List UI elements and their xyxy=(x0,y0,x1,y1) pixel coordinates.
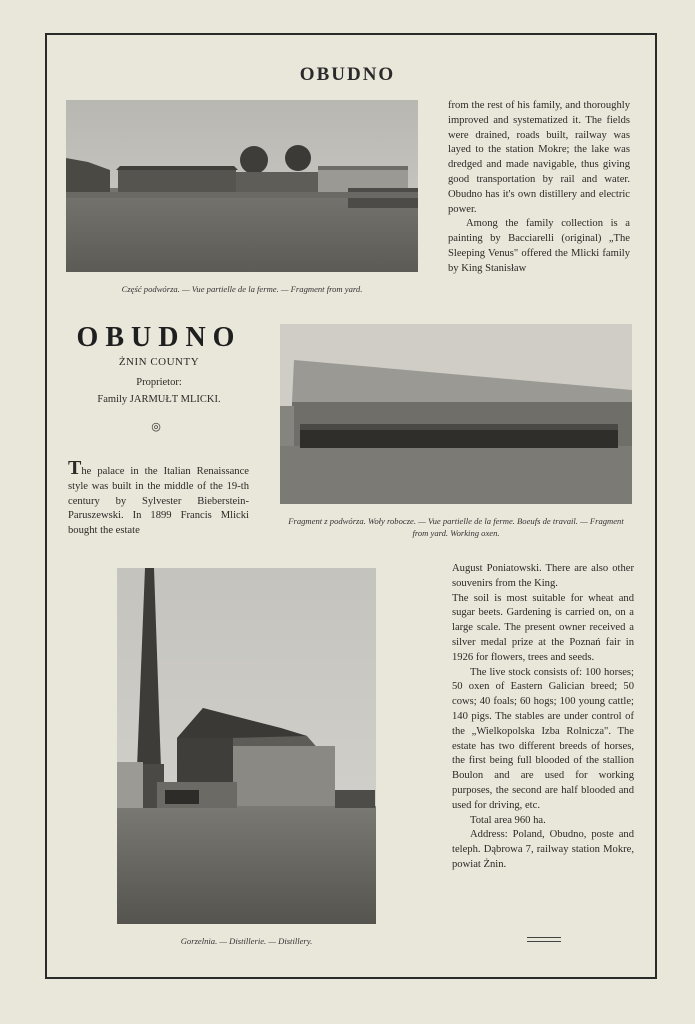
estate-county: ŻNIN COUNTY xyxy=(118,356,200,368)
distillery-caption: Gorzelnia. — Distillerie. — Distillery. xyxy=(180,936,313,946)
right-column-bottom-text xyxy=(452,562,634,873)
distillery-photo xyxy=(117,568,376,924)
paragraph: from the rest of his family, and thoroughly improved and systematized it. The fields were drained, roads built, railway was layed to the station Mokre; the lake was dredged and made navigable, thus giving good transportation by rail and water. Obudno has it's own distillery and electric power. xyxy=(448,100,630,215)
paragraph: The soil is most suitable for wheat and sugar beets. Gardening is carried on, on a large scale. The present owner received a silver medal prize at the Poznań fair in 1926 for flowers, trees and seeds. xyxy=(452,592,634,663)
oxen-caption: Fragment z podwórza. Woły robocze. — Vue partielle de la ferme. Boeufs de travail. — Fragment from yard. Working oxen. xyxy=(288,516,624,538)
yard-caption: Część podwórza. — Vue partielle de la ferme. — Fragment from yard. xyxy=(121,284,363,294)
oxen-photo xyxy=(280,324,632,504)
paragraph: The live stock consists of: 100 horses; 50 oxen of Eastern Galician breed; 50 cows; 40 foals; 60 hogs; 100 young cattle; 140 pigs. The stables are under control of the „Wielkopolska Izba Rolnicza". The estate has two different breeds of horses, the first being full blooded of the stallion Boulon and are used for working purposes, the second are half blooded and used for driving, etc. xyxy=(452,666,634,811)
end-rule xyxy=(527,937,561,942)
dropcap: T xyxy=(68,457,82,479)
proprietor-label: Proprietor: xyxy=(136,377,182,388)
intro-text: he palace in the Italian Renaissance style was built in the middle of the 19-th century by Sylvester Bieberstein-Paruszewski. In 1899 Francis Mlicki bought the estate xyxy=(68,466,249,537)
page-title: OBUDNO xyxy=(299,64,396,85)
paragraph: Total area 960 ha. xyxy=(470,814,546,826)
intro-paragraph xyxy=(68,457,249,539)
paragraph: August Poniatowski. There are also other souvenirs from the King. xyxy=(452,563,634,589)
right-column-top-text xyxy=(448,99,630,277)
paragraph: Among the family collection is a painting by Bacciarelli (original) „The Sleeping Venus" offered the Mlicki family by King Stanisław xyxy=(448,218,630,274)
proprietor-name: Family JARMUŁT MLICKI. xyxy=(97,394,221,405)
estate-title: OBUDNO xyxy=(76,322,242,353)
ornament-icon: ◎ xyxy=(151,421,161,433)
paragraph: Address: Poland, Obudno, poste and teleph. Dąbrowa 7, railway station Mokre, powiat Żnin. xyxy=(452,829,634,870)
yard-photo xyxy=(66,100,418,272)
